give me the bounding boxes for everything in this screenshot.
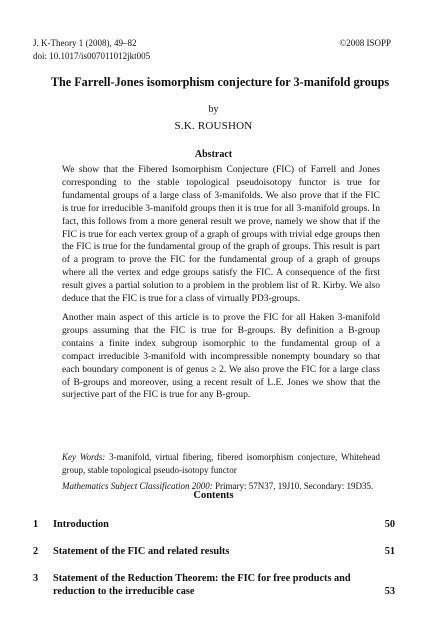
abstract-paragraph-2: Another main aspect of this article is to prove the FIC for all Haken 3-manifold groups assuming that the FIC is true for B-groups. By definition a B-group contains a finite index subgroup isomorphic to the fundamental group of a compact irreducible 3-manifold with incompressible nonempty boundary so that each boundary component is of genus ≥ 2. We also prove the FIC for a large class of B-groups and moreover, using a recent result of L.E. Jones we show that the surjective part of the FIC is true for any B-group.: [62, 311, 380, 401]
abstract-heading: Abstract: [194, 149, 233, 160]
toc-page: 51: [384, 546, 395, 557]
author-name: S.K. ROUSHON: [174, 120, 253, 132]
keywords-text: 3-manifold, virtual fibering, fibered isomorphism conjecture, Whitehead group, stable topological pseudo-isotopy functor: [62, 452, 381, 475]
doi-line: doi: 10.1017/is007011012jkt005: [33, 51, 151, 61]
toc-title: Statement of the Reduction Theorem: the FIC for free products and reduction to the irreducible case: [53, 573, 351, 597]
abstract-paragraph-1: We show that the Fibered Isomorphism Conjecture (FIC) of Farrell and Jones corresponding to the stable topological pseudoisotopy functor is true for fundamental groups of a large class of 3-manifolds. We also prove that if the FIC is true for irreducible 3-manifold groups then it is true for all 3-manifold groups. In fact, this follows from a more general result we prove, namely we show that if the FIC is true for each vertex group of a graph of groups with trivial edge groups then the FIC is true for the fundamental group of the graph of groups. This result is part of a program to prove the FIC for the fundamental group of a graph of groups where all the vertex and edge groups satisfy the FIC. A consequence of the first result gives a partial solution to a problem in the problem list of R. Kirby. We also deduce that the FIC is true for a class of virtually PD3-groups.: [62, 164, 380, 305]
copyright-notice: ©2008 ISOPP: [339, 38, 391, 48]
toc-number: 3: [33, 573, 39, 584]
table-of-contents: [33, 518, 395, 612]
toc-title: Statement of the FIC and related results: [53, 546, 230, 557]
msc-text: Primary: 57N37, 19J10. Secondary: 19D35.: [214, 481, 374, 491]
journal-header: [33, 37, 150, 63]
by-line: by: [208, 104, 219, 115]
keywords-line: [62, 451, 380, 476]
abstract-body: [62, 164, 380, 408]
msc-label: Mathematics Subject Classification 2000:: [62, 481, 213, 491]
toc-page: 53: [384, 586, 395, 597]
keywords-label: Key Words:: [62, 452, 106, 462]
toc-entry[interactable]: [33, 572, 395, 598]
toc-number: 1: [33, 519, 39, 530]
toc-page: 50: [384, 519, 395, 530]
toc-title: Introduction: [53, 519, 109, 530]
journal-line: J. K-Theory 1 (2008), 49–82: [33, 38, 137, 48]
toc-number: 2: [33, 546, 39, 557]
paper-title: The Farrell-Jones isomorphism conjecture for 3-manifold groups: [50, 75, 390, 89]
contents-heading: Contents: [193, 490, 234, 501]
toc-entry[interactable]: [33, 518, 395, 531]
toc-entry[interactable]: [33, 545, 395, 558]
